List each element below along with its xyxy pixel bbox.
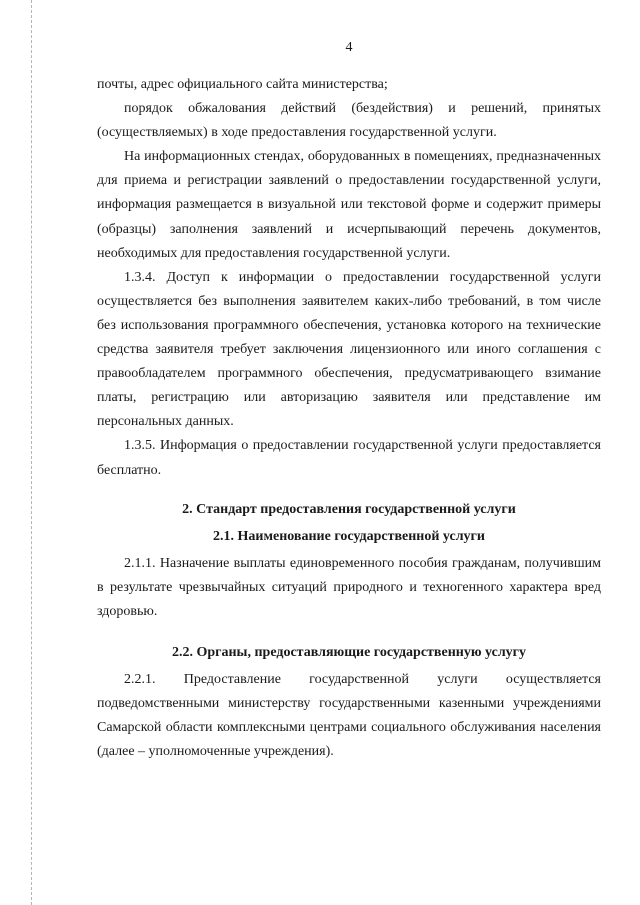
paragraph-1-3-4: 1.3.4. Доступ к информации о предоставлении государственной услуги осуществляется без выполнения заявителем каких-либо требований, в том числе без использования программного обеспечения, установка которого на технические средства заявителя требует заключения лицензионного или иного соглашения с правообладателем программного обеспечения, предусматривающего взимание платы, регистрацию или авторизацию заявителя или представление им персональных данных. (97, 269, 601, 430)
spacer (97, 483, 601, 498)
spacer (97, 624, 601, 641)
section-2-heading: 2. Стандарт предоставления государственной услуги (182, 501, 516, 517)
paragraph-mail-address: почты, адрес официального сайта министерства; (97, 77, 388, 92)
paragraph-2-1-1: 2.1.1. Назначение выплаты единовременного пособия гражданам, получившим в результате чрезвычайных ситуаций природного и техногенного характера вред здоровью. (97, 555, 601, 619)
subsection-2-1-heading: 2.1. Наименование государственной услуги (213, 528, 485, 544)
paragraph-info-stands: На информационных стендах, оборудованных в помещениях, предназначенных для приема и регистрации заявлений о предоставлении государственной услуги, информация размещается в визуальной или текстовой форме и содержит примеры (образцы) заполнения заявлений и исчерпывающий перечень документов, необходимых для предоставления государственной услуги. (97, 149, 601, 261)
page-number: 4 (345, 40, 353, 55)
subsection-2-2-heading: 2.2. Органы, предоставляющие государственную услугу (171, 645, 527, 661)
paragraph-2-2-1: 2.2.1. Предоставление государственной услуги осуществляется подведомственными министерству государственными казенными учреждениями Самарской области комплексными центрами социального обслуживания населения (далее – уполномоченные учреждения). (97, 672, 601, 760)
paragraph-appeal-procedure: порядок обжалования действий (бездействия) и решений, принятых (осуществляемых) в ходе предоставления государственной услуги. (97, 101, 601, 141)
scan-edge-line (31, 0, 32, 905)
document-body (97, 73, 601, 765)
paragraph-1-3-5: 1.3.5. Информация о предоставлении государственной услуги предоставляется бесплатно. (97, 438, 601, 478)
